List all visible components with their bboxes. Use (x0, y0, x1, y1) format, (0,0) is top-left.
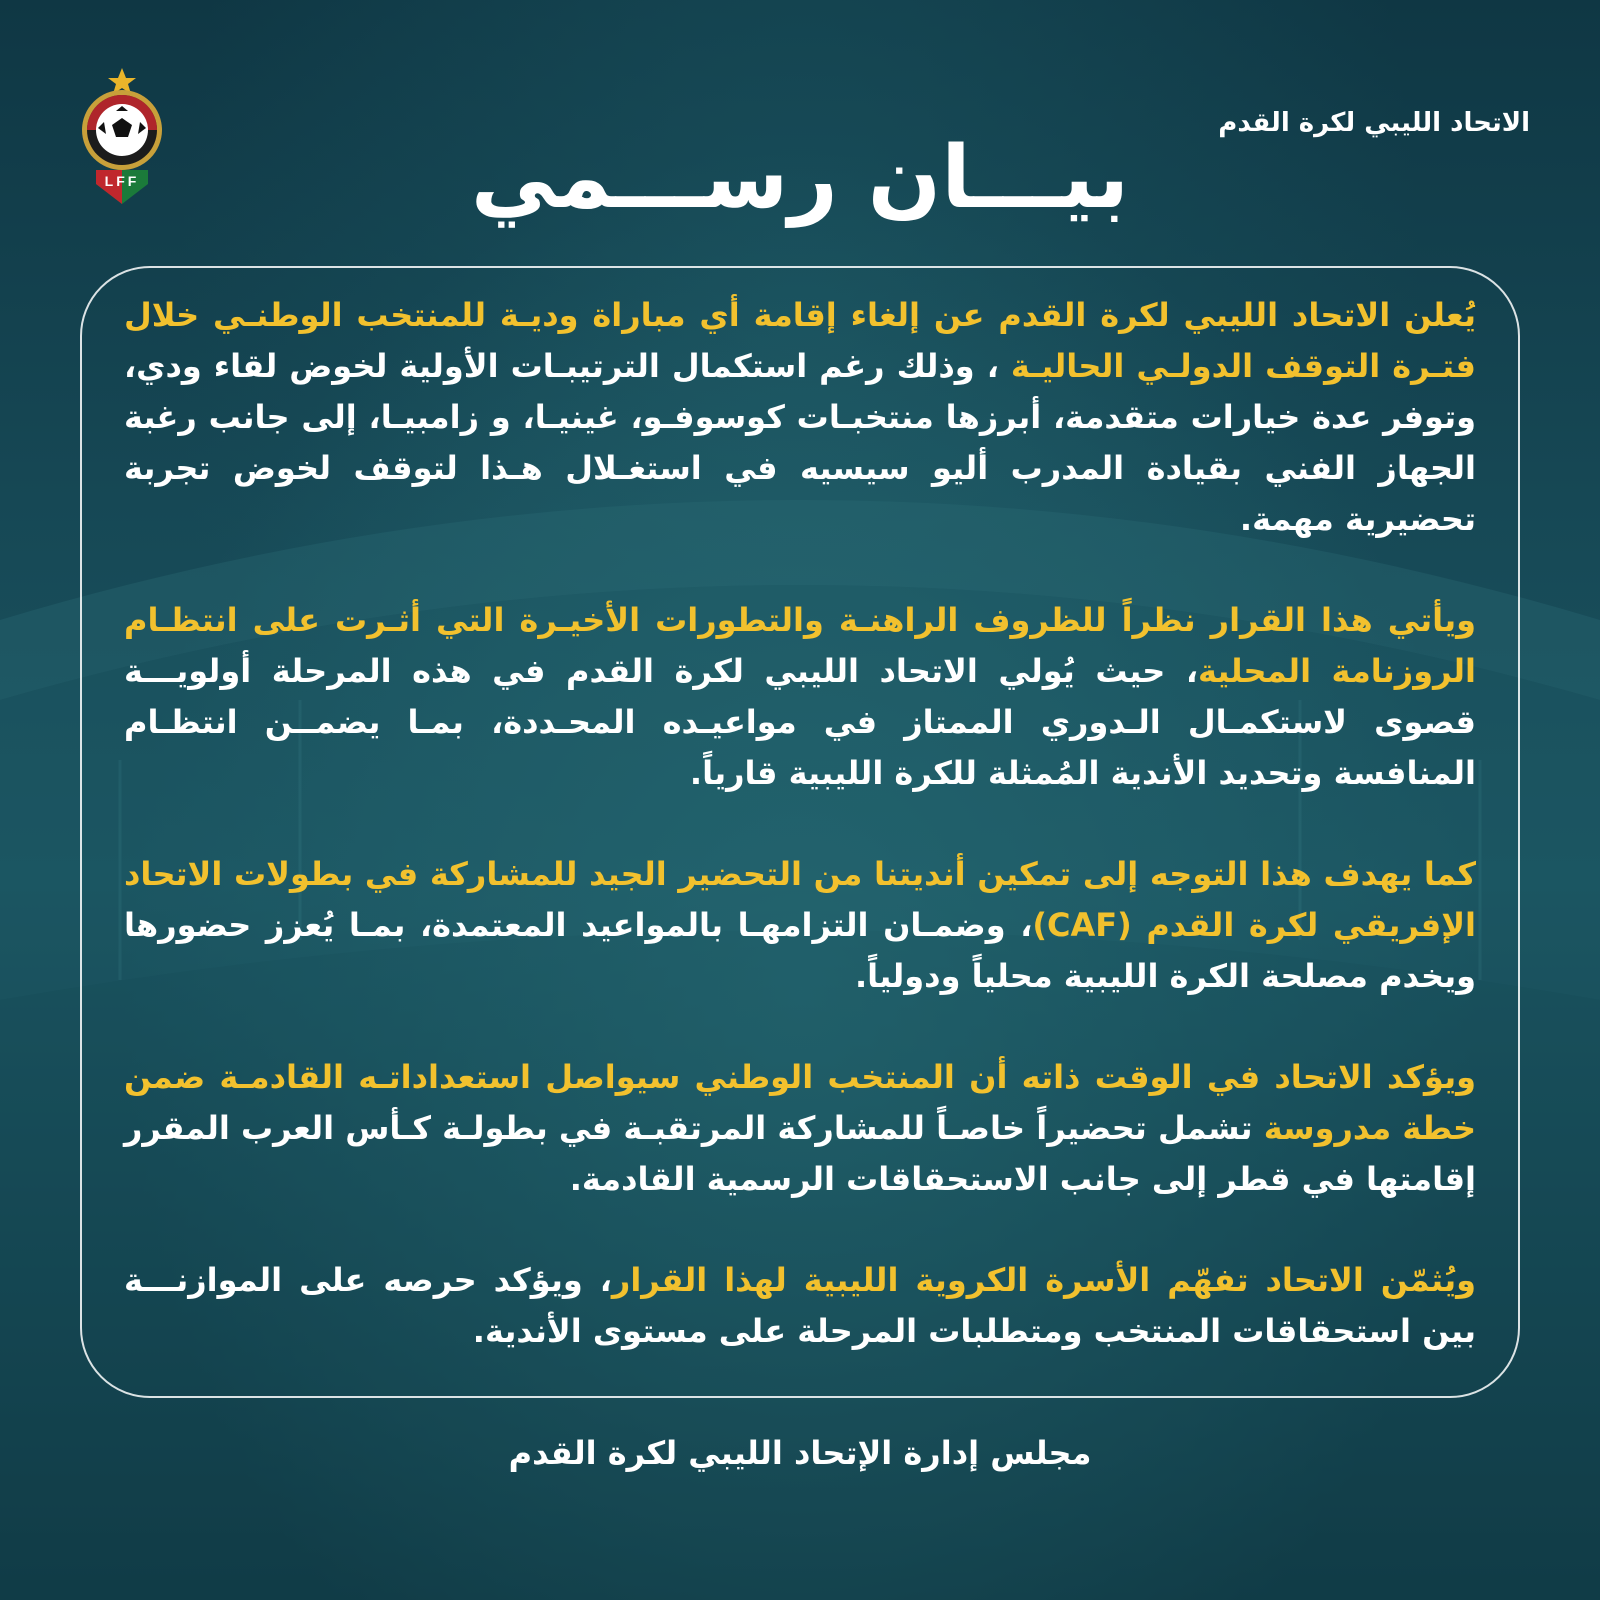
statement-paragraph-2 (124, 595, 1476, 799)
statement-paragraph-5 (124, 1255, 1476, 1357)
statement-paragraph-1 (124, 290, 1476, 545)
paragraph-3-text: ، وضمـان التزامهـا بالمواعيد المعتمدة، بمـا يُعزز حضورها ويخدم مصلحة الكرة الليبية محلياً ودولياً. (124, 906, 1476, 995)
organization-name: الاتحاد الليبي لكرة القدم (1218, 108, 1530, 138)
paragraph-4-text: تشمل تحضيراً خاصـاً للمشاركة المرتقبـة في بطولـة كـأس العرب المقرر إقامتها في قطر إلى جانب الاستحقاقات الرسمية القادمة. (124, 1109, 1476, 1198)
paragraph-2-text: ، حيث يُولي الاتحاد الليبي لكرة القدم في هذه المرحلة أولويـــة قصوى لاستكمـال الـدوري الممتاز في مواعيـده المحـددة، بمـا يضمــن انتظـام المنافسة وتحديد الأندية المُمثلة للكرة الليبية قارياً. (124, 652, 1476, 792)
paragraph-4-highlight: ويؤكد الاتحاد في الوقت ذاته أن المنتخب الوطني سيواصل استعداداتـه القادمـة ضمن خطة مدروسة (124, 1058, 1477, 1147)
statement-paragraph-4 (124, 1052, 1476, 1205)
statement-paragraph-3 (124, 849, 1476, 1002)
paragraph-2-highlight: ويأتي هذا القرار نظراً للظروف الراهنـة والتطورات الأخيـرة التي أثـرت على انتظـام الروزنامة المحلية (124, 601, 1477, 690)
paragraph-1-highlight: يُعلن الاتحاد الليبي لكرة القدم عن إلغاء إقامة أي مباراة وديـة للمنتخب الوطنـي خلال فتـرة التوقف الدولـي الحاليـة (124, 296, 1476, 385)
paragraph-5-text: ، ويؤكد حرصه على الموازنـــة بين استحقاقات المنتخب ومتطلبات المرحلة على مستوى الأندية. (124, 1261, 1476, 1350)
logo-text: LFF (104, 173, 140, 189)
footer-signature: مجلس إدارة الإتحاد الليبي لكرة القدم (508, 1434, 1092, 1472)
paragraph-5-highlight: ويُثمّن الاتحاد تفهّم الأسرة الكروية الليبية لهذا القرار (611, 1261, 1477, 1299)
paragraph-1-text: ، وذلك رغم استكمال الترتيبـات الأولية لخوض لقاء ودي، وتوفر عدة خيارات متقدمة، أبرزها منتخبـات كوسوفـو، غينيـا، و زامبيـا، إلى جانب رغبة الجهاز الفني بقيادة المدرب أليو سيسيه في استغـلال هـذا لتوقف لخوض تجربة تحضيرية مهمة. (124, 347, 1476, 538)
statement-box (80, 266, 1520, 1398)
page-title: بيـــان رســـمي (470, 128, 1130, 228)
paragraph-3-highlight: كما يهدف هذا التوجه إلى تمكين أنديتنا من التحضير الجيد للمشاركة في بطولات الاتحاد الإفريقي لكرة القدم (CAF) (124, 855, 1476, 944)
